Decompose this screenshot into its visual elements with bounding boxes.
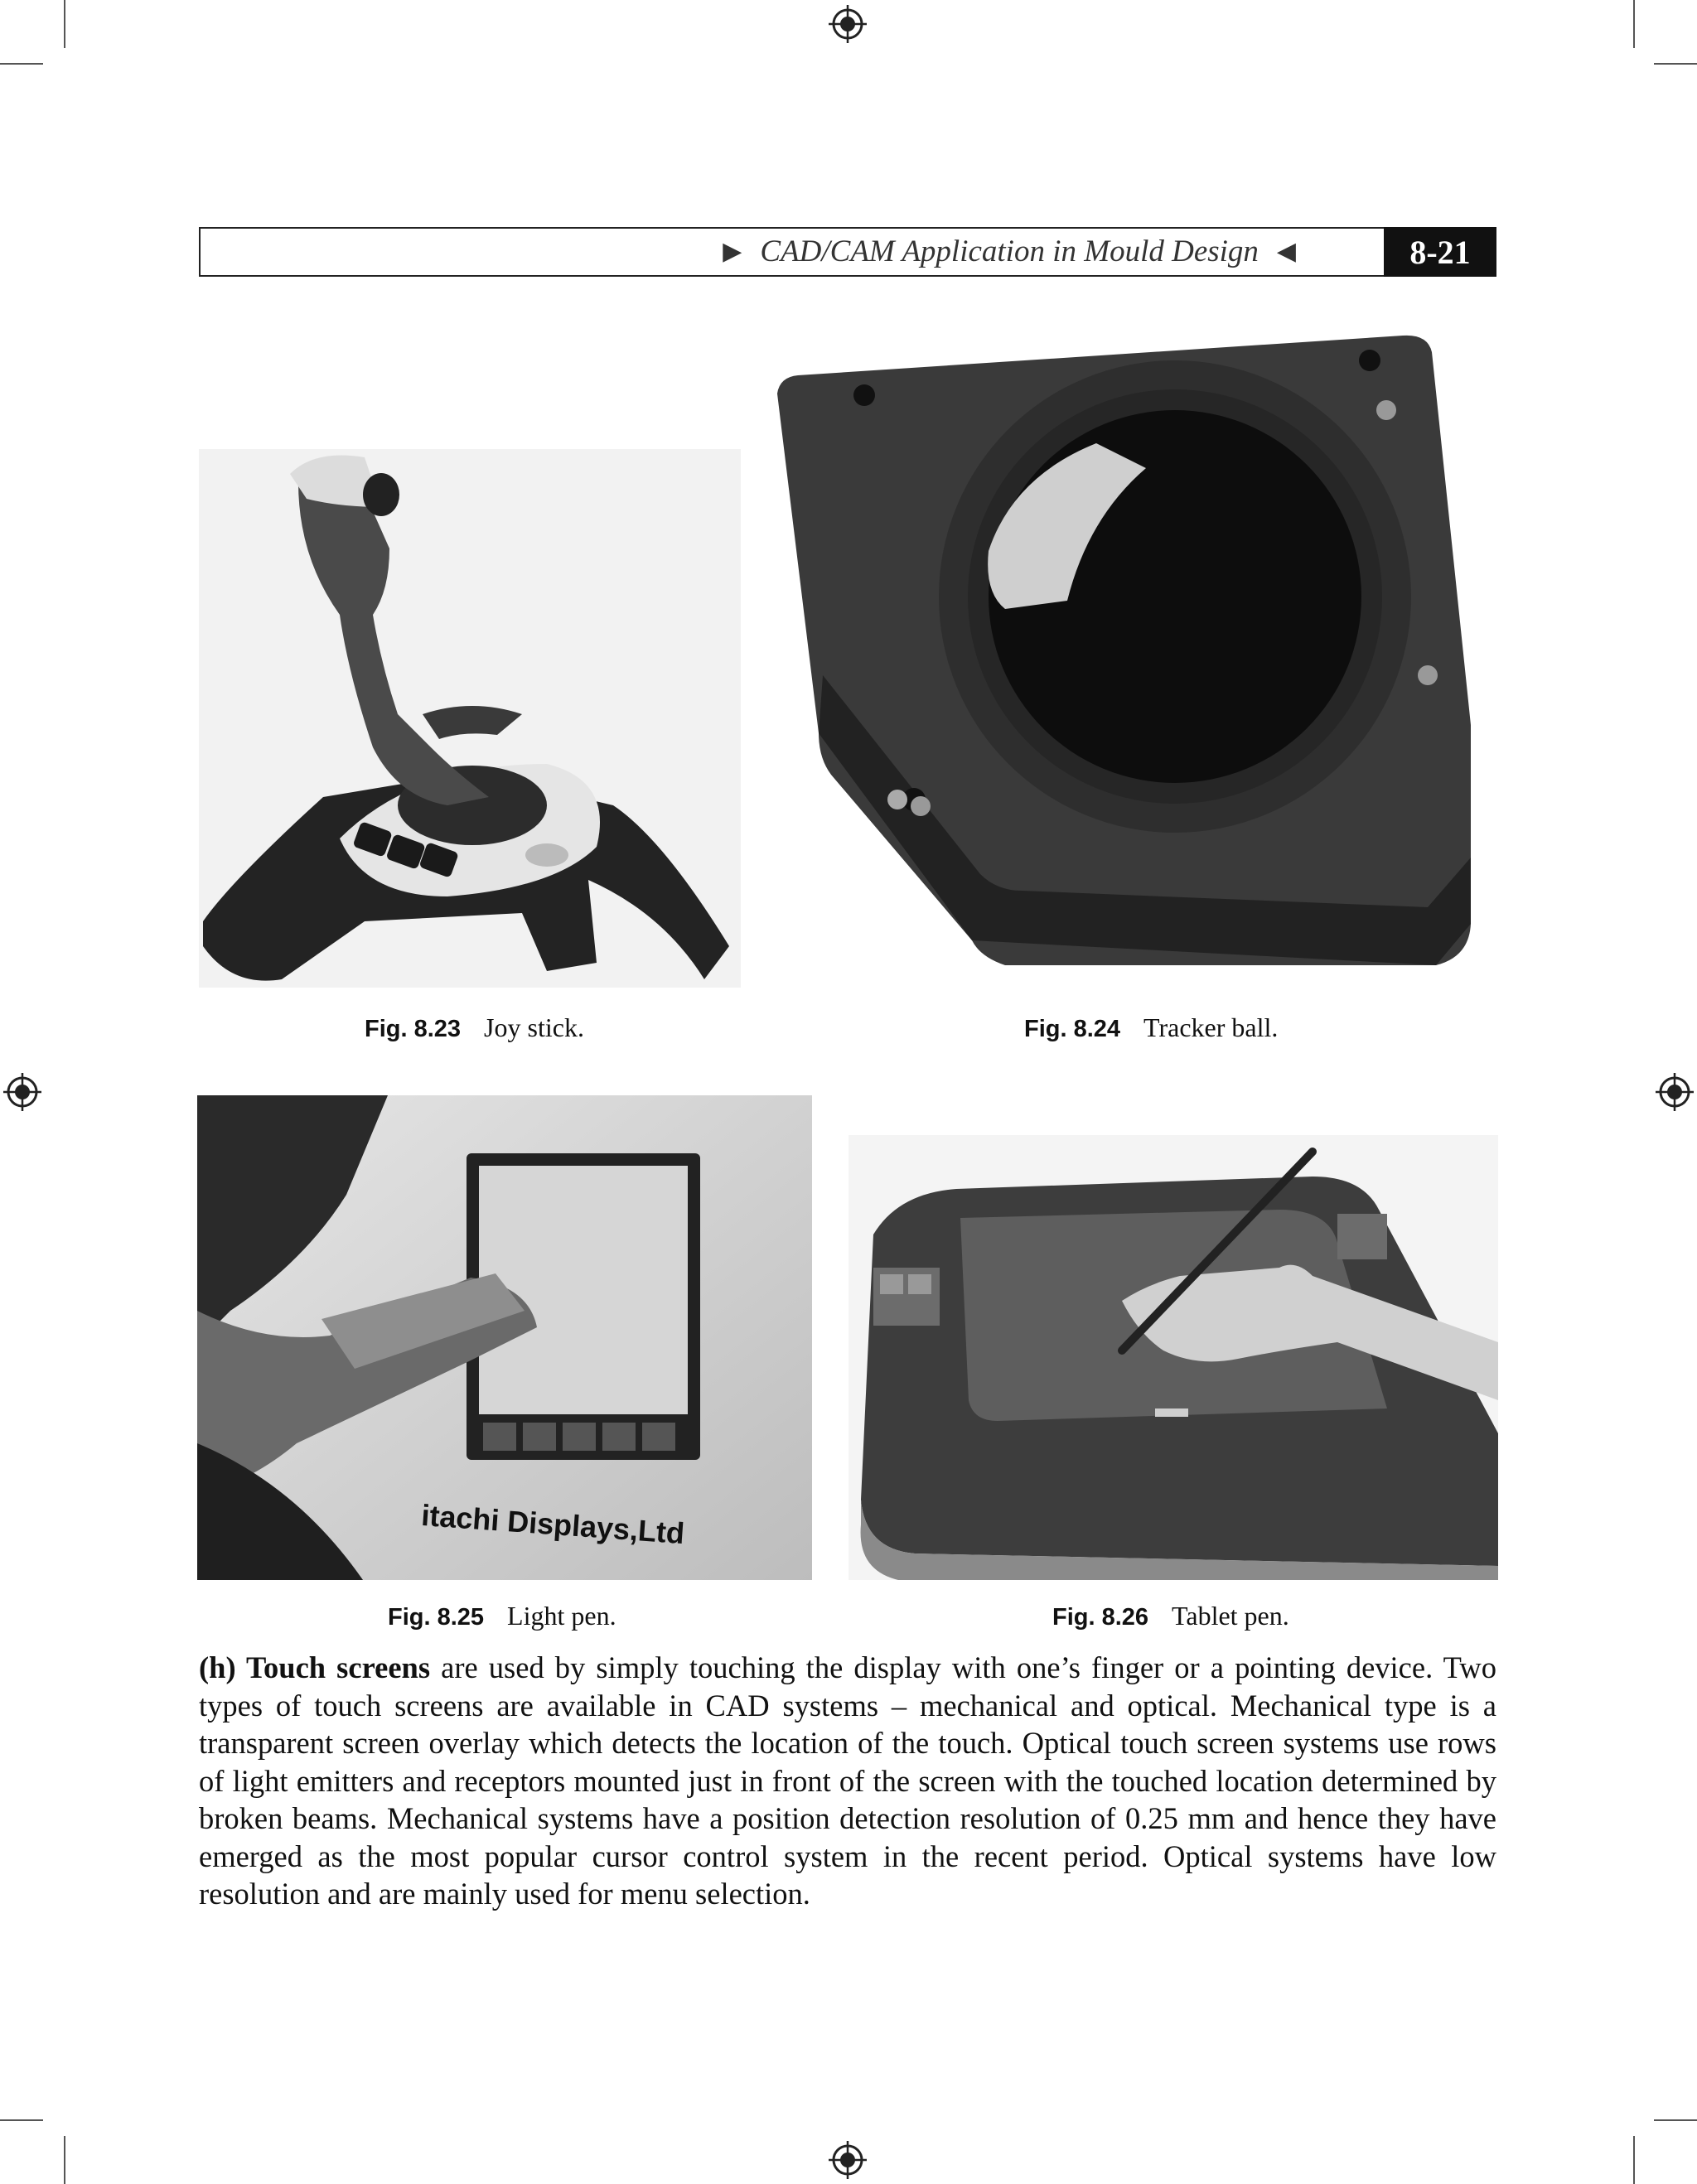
joystick-photo <box>199 449 741 988</box>
crop-mark <box>0 2119 43 2121</box>
page-number: 8-21 <box>1384 227 1496 277</box>
figure-label: Fig. 8.23 <box>365 1016 462 1042</box>
triangle-left-icon: ◀ <box>1276 238 1296 265</box>
crop-mark <box>1654 2119 1697 2121</box>
figure-caption-8-25 <box>388 1601 616 1631</box>
triangle-right-icon: ▶ <box>723 238 742 265</box>
section-text: are used by simply touching the display with one’s finger or a pointing device. Two types of touch screens are available in CAD systems – mechanical and optical. Mechanical type is a transparent screen overlay which detects the location of the touch. Optical touch screen systems use rows of light emitters and receptors mounted just in front of the screen with the touched location determined by broken beams. Mechanical systems have a position detection resolution of 0.25 mm and hence they have emerged as the most popular cursor control system in the recent period. Optical systems have low resolution and are mainly used for menu selection. <box>199 1650 1496 1911</box>
crop-mark <box>1633 0 1635 48</box>
figure-label: Fig. 8.26 <box>1052 1604 1149 1631</box>
figure-caption-text: Tracker ball. <box>1143 1012 1279 1042</box>
tracker-ball-photo <box>773 327 1471 974</box>
figure-caption-8-24 <box>1024 1012 1278 1043</box>
registration-mark-icon <box>1656 1073 1694 1111</box>
crop-mark <box>0 63 43 65</box>
figure-caption-text: Light pen. <box>507 1601 616 1631</box>
running-header <box>199 227 1496 277</box>
crop-mark <box>64 0 65 48</box>
figure-label: Fig. 8.24 <box>1024 1016 1121 1042</box>
header-title-group <box>723 229 1296 275</box>
figure-caption-text: Joy stick. <box>484 1012 584 1042</box>
registration-mark-icon <box>3 1073 41 1111</box>
header-title: CAD/CAM Application in Mould Design <box>760 234 1259 268</box>
hitachi-displays-text: itachi Displays,Ltd <box>420 1497 686 1551</box>
registration-mark-icon <box>829 5 867 43</box>
crop-mark <box>1654 63 1697 65</box>
figure-caption-text: Tablet pen. <box>1172 1601 1289 1631</box>
crop-mark <box>1633 2136 1635 2184</box>
section-lead: (h) Touch screens <box>199 1650 431 1684</box>
light-pen-photo <box>197 1095 812 1580</box>
figure-caption-8-23 <box>365 1012 584 1043</box>
registration-mark-icon <box>829 2141 867 2179</box>
figure-caption-8-26 <box>1052 1601 1289 1631</box>
figure-label: Fig. 8.25 <box>388 1604 485 1631</box>
crop-mark <box>64 2136 65 2184</box>
tablet-pen-photo <box>848 1135 1498 1580</box>
touch-screens-paragraph <box>199 1649 1496 1913</box>
